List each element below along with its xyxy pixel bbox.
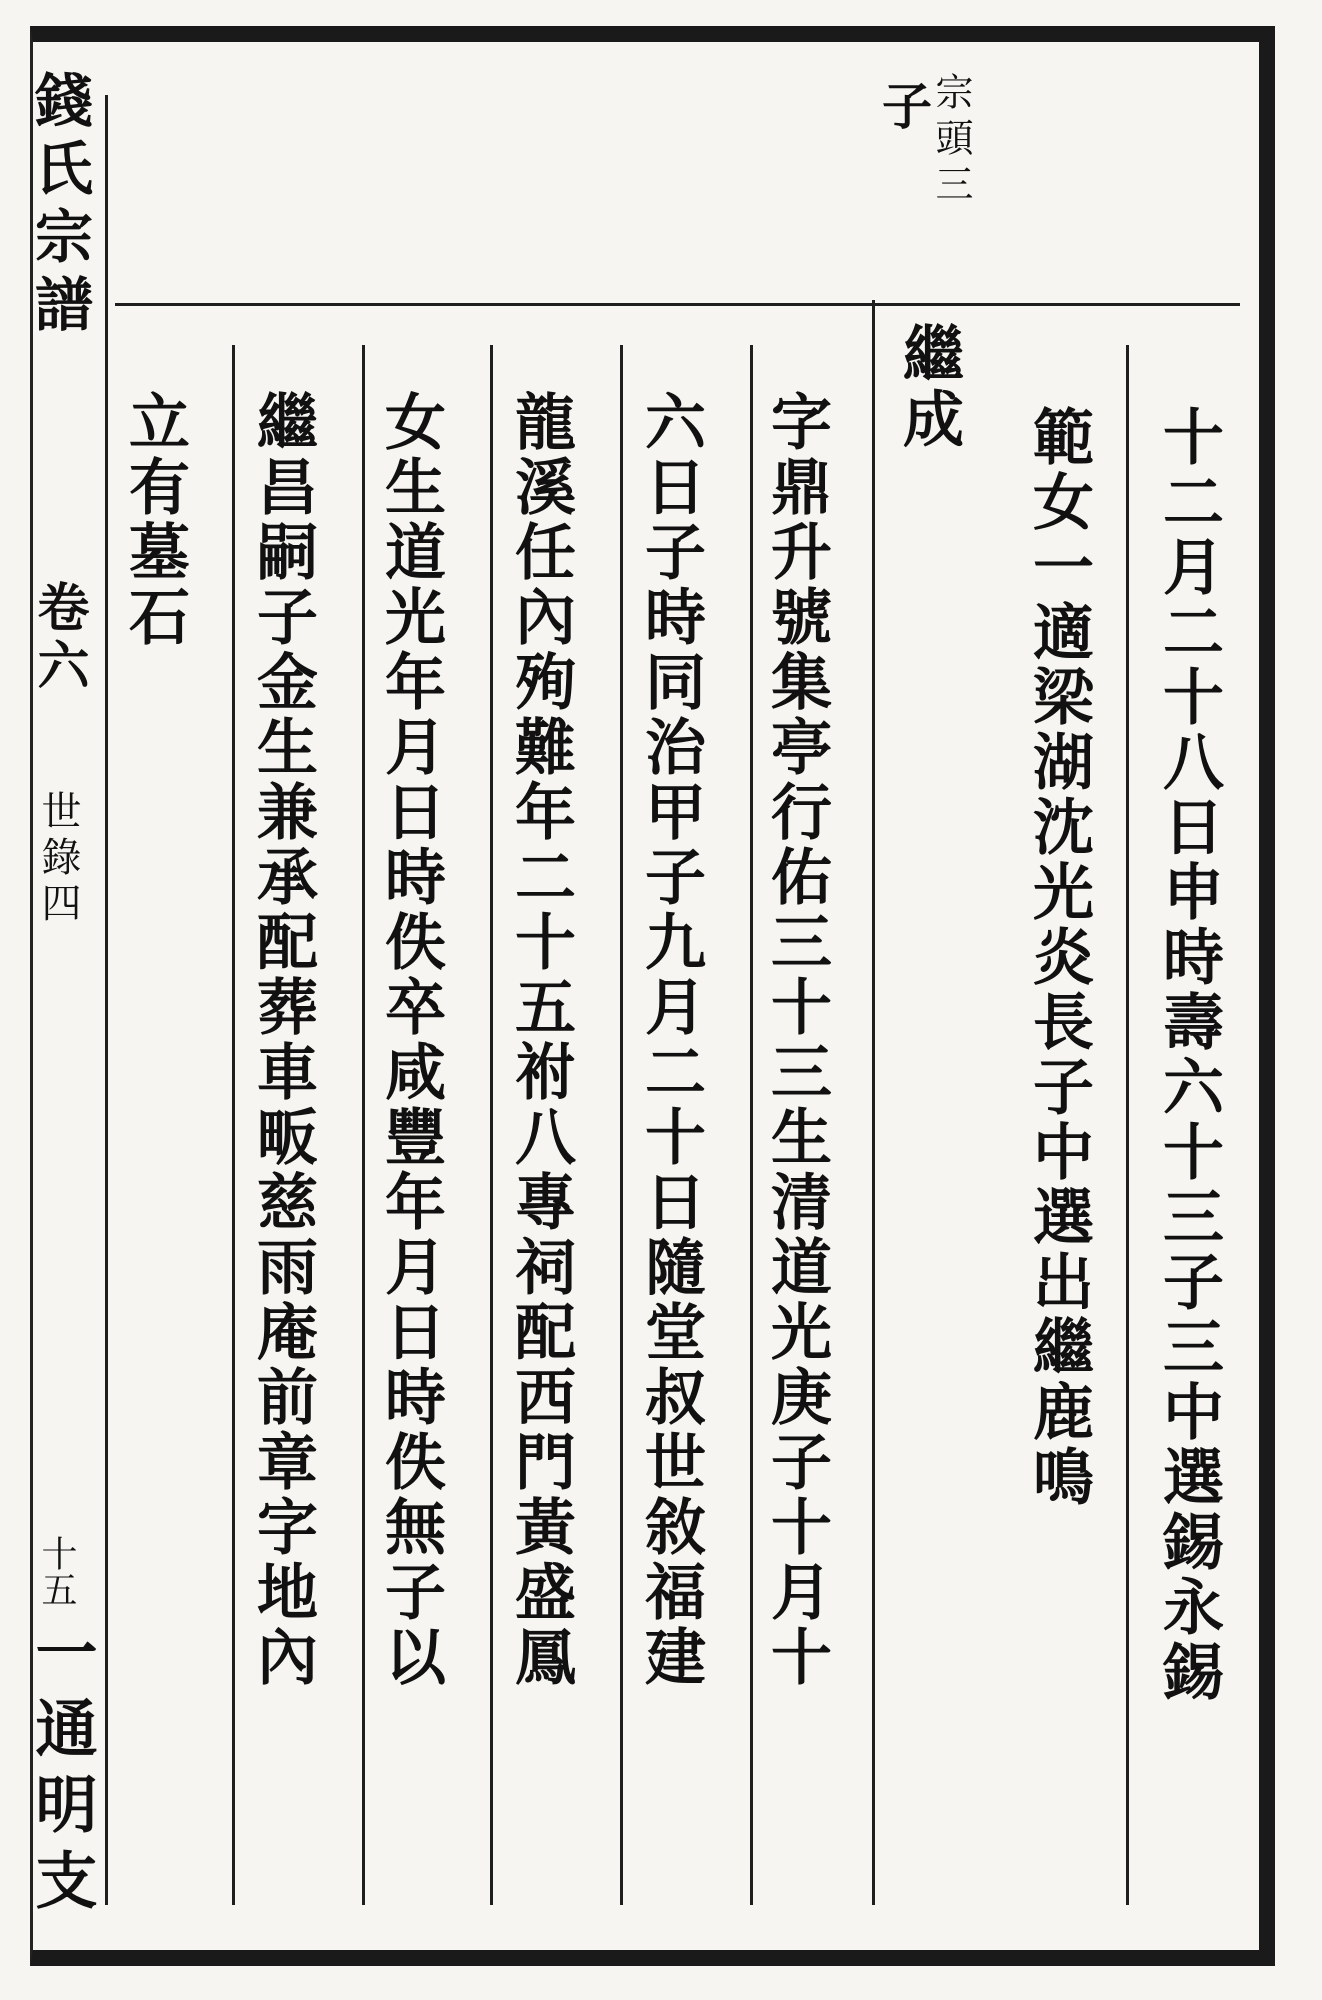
text-column-9: 立有墓石 xyxy=(119,390,190,650)
column-rule xyxy=(490,345,493,1905)
header-note-line2: 子 xyxy=(874,80,933,134)
book-spine xyxy=(25,60,100,1940)
text-column-1: 十二月二十八日申時壽六十三子三中選錫永錫 xyxy=(1153,405,1224,1705)
text-column-8: 繼昌嗣子金生兼承配葬車畈慈雨庵前章字地內 xyxy=(247,390,318,1690)
text-column-2: 範女一適梁湖沈光炎長子中選出繼鹿鳴 xyxy=(1023,405,1094,1510)
column-rule xyxy=(105,95,108,1905)
spine-title: 錢氏宗譜 xyxy=(25,70,93,342)
spine-page-number: 十五 xyxy=(36,1535,77,1607)
text-column-7: 女生道光年月日時佚卒咸豐年月日時佚無子以 xyxy=(375,390,446,1690)
text-column-6: 龍溪任內殉難年二十五祔八專祠配西門黃盛鳳 xyxy=(505,390,576,1690)
column-rule xyxy=(872,300,875,1905)
column-rule xyxy=(362,345,365,1905)
spine-branch: 一通明支 xyxy=(25,1620,98,1924)
header-note-line1: 宗頭三 xyxy=(929,72,973,210)
header-divider xyxy=(115,303,1240,306)
text-column-4: 字鼎升號集亭行佑三十三生清道光庚子十月十 xyxy=(761,390,832,1690)
column-rule xyxy=(750,345,753,1905)
text-column-3: 繼成 xyxy=(893,322,964,452)
column-rule xyxy=(232,345,235,1905)
spine-volume: 卷六 xyxy=(28,580,89,696)
column-rule xyxy=(620,345,623,1905)
column-rule xyxy=(1126,345,1129,1905)
text-column-5: 六日子時同治甲子九月二十日隨堂叔世敘福建 xyxy=(635,390,706,1690)
spine-section: 世錄四 xyxy=(35,790,81,928)
